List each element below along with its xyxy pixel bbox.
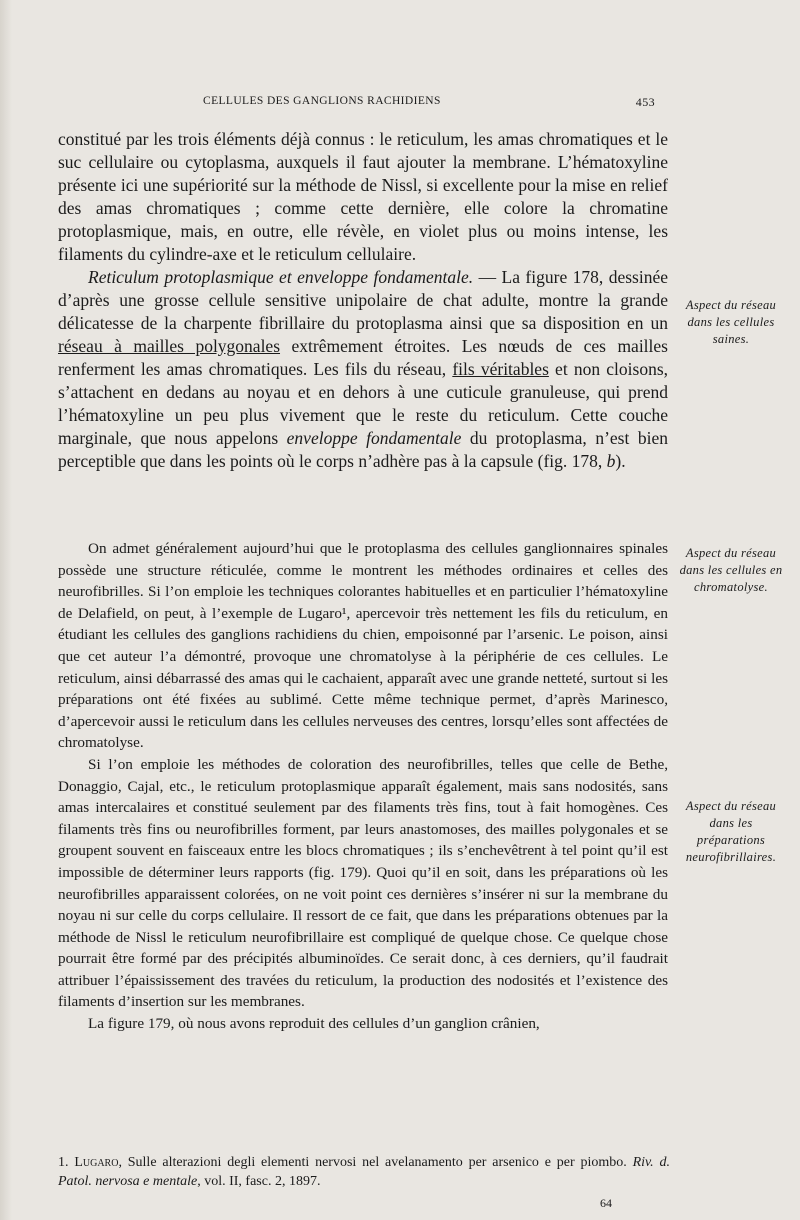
paragraph-2: Reticulum protoplasmique et enveloppe fondamentale. — La figure 178, dessinée d’après une grosse cellule sensitive unipolaire de chat adulte, montre la grande délicatesse de la charpente fibrillaire du protoplasma ainsi que sa disposition en un réseau à mailles polygonales extrêmement étroites. Les nœuds de ces mailles renferment les amas chromatiques. Les fils du réseau, fils véritables et non cloisons, s’attachent en dedans au noyau et en dehors à une cuticule granuleuse, qui prend l’hématoxyline un peu plus vivement que le reste du reticulum. Cette couche marginale, que nous appelons enveloppe fondamentale du protoplasma, n’est bien perceptible que dans les points où le corps n’adhère pas à la capsule (fig. 178, b). <box>58 267 669 471</box>
footnote-author: Lugaro <box>74 1155 119 1170</box>
journal-title: Riv. d. Patol. nervosa e mentale <box>58 1155 670 1189</box>
section-title: Reticulum protoplasmique et enveloppe fondamentale. <box>88 267 474 287</box>
signature-mark: 64 <box>600 1196 612 1210</box>
paragraph-5: La figure 179, où nous avons reproduit des cellules d’un ganglion crânien, <box>88 1015 540 1033</box>
underlined-phrase: réseau à mailles polygonales <box>58 336 281 356</box>
margin-note-2: Aspect du réseau dans les cellules en chromatolyse. <box>679 546 783 594</box>
running-title: CELLULES DES GANGLIONS RACHIDIENS <box>203 95 441 107</box>
page-number: 453 <box>635 95 655 109</box>
main-text-bottom <box>58 538 668 1035</box>
main-text-top <box>58 128 668 473</box>
binding-shadow <box>0 0 12 1220</box>
margin-note-3: Aspect du réseau dans les préparations neurofibrillaires. <box>685 799 777 864</box>
paragraph-3: On admet généralement aujourd’hui que le protoplasma des cellules ganglionnaires spinales possède une structure réticulée, comme le montrent les méthodes ordinaires et celles des neurofibrilles. Si l’on emploie les techniques colorantes habituelles et en particulier l’hématoxyline de Delafield, on peut, à l’exemple de Lugaro¹, apercevoir très nettement les fils du reticulum, en étudiant les cellules des ganglions rachidiens du chien, empoisonné par l’arsenic. Le poison, ainsi que cet auteur l’a démontré, provoque une chromatolyse à la périphérie de ces cellules. Le reticulum, ainsi débarrassé des amas qui le cachaient, apparaît avec une grande netteté, surtout si les préparations ont été fixées au sublimé. Cette même technique permet, d’après Marinesco, d’apercevoir aussi le reticulum dans les cellules nerveuses des centres, lorsqu’elles sont affectées de chromatolyse. <box>58 540 668 752</box>
margin-note-1: Aspect du réseau dans les cellules saines. <box>685 298 777 346</box>
paragraph-1: constitué par les trois éléments déjà connus : le reticulum, les amas chromatiques et le suc cellulaire ou cytoplasma, auxquels il faut ajouter la membrane. L’hématoxyline présente ici une supériorité sur la méthode de Nissl, si excellente pour la mise en relief des amas chromatiques ; comme cette dernière, elle colore la chromatine protoplasmique, mais, en outre, elle révèle, en violet plus ou moins intense, les filaments du cylindre-axe et le reticulum cellulaire. <box>58 129 668 264</box>
emphasis: enveloppe fondamentale <box>286 428 462 448</box>
footnote: 1. Lugaro, Sulle alterazioni degli elementi nervosi nel avelanamento per arsenico e per piombo. Riv. d. Patol. nervosa e mentale, vol. II, fasc. 2, 1897. <box>58 1155 670 1189</box>
running-header <box>58 92 658 114</box>
underlined-phrase: fils véritables <box>452 359 549 379</box>
paragraph-4: Si l’on emploie les méthodes de coloration des neurofibrilles, telles que celle de Bethe, Donaggio, Cajal, etc., le reticulum protoplasmique apparaît également, mais sans nodosités, sans amas intercalaires et constitué seulement par des filaments très fins, tout à fait homogènes. Ces filaments très fins ou neurofibrilles forment, par leurs anastomoses, des mailles polygonales et se groupent souvent en faisceaux entre les blocs chromatiques ; ils s’enchevêtrent à tel point qu’il est impossible de déterminer leurs rapports (fig. 179). Quoi qu’il en soit, dans les préparations où les neurofibrilles apparaissent colorées, on ne voit point ces dernières s’insérer ni sur la membrane du noyau ni sur celle du corps cellulaire. Il ressort de ce fait, que dans les préparations obtenues par la méthode de Nissl le reticulum neurofibrillaire est compliqué de quelque chose. Ce quelque chose pourrait être formé par des précipités albuminoïdes. Ce serait donc, à ces derniers, qu’il faudrait attribuer l’épaississement des travées du reticulum, la production des nodosités et l’existence des filaments d’insertion sur les membranes. <box>58 755 668 1011</box>
